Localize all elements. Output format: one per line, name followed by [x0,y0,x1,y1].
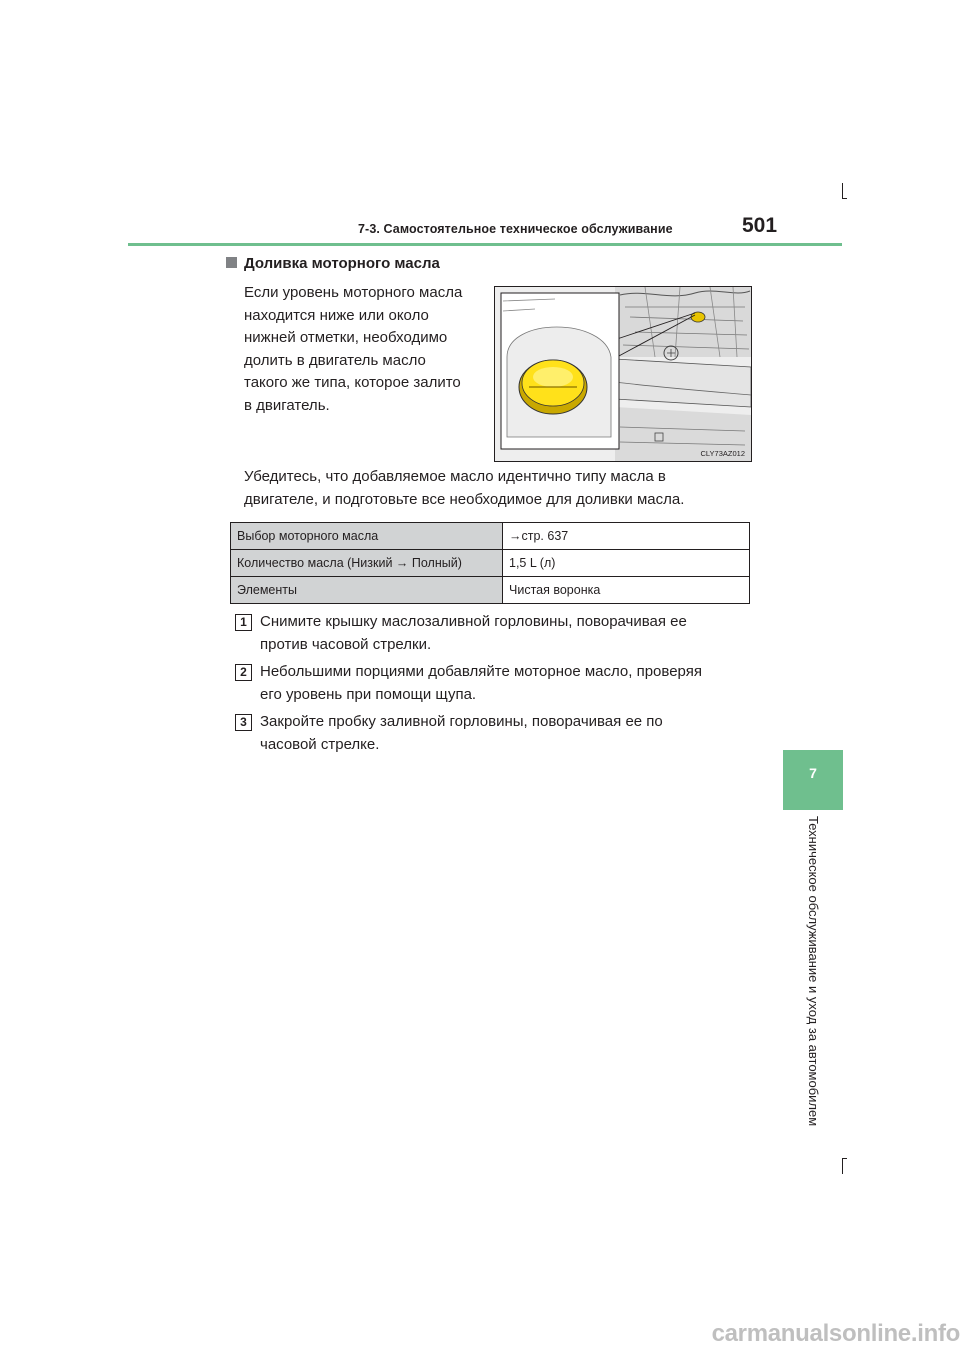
table-cell-key: Количество масла (Низкий → Полный) [231,550,503,577]
intro-line: нижней отметки, необходимо [244,329,448,347]
step-number-badge: 3 [235,714,252,731]
table-cell-key: Элементы [231,577,503,604]
table-cell-value: Чистая воронка [503,577,750,604]
crop-mark-bottom [842,1158,843,1174]
engine-illustration [495,287,751,461]
step-text [260,661,746,706]
step-line: против часовой стрелки. [260,635,432,653]
step-line: его уровень при помощи щупа. [260,685,477,703]
crop-mark-top [842,183,843,199]
figure-code: CLY73AZ012 [700,449,745,458]
intro-line: находится ниже или около [244,306,429,324]
header-divider [128,243,842,246]
chapter-title: Техническое обслуживание и уход за автомобилем [806,816,821,1127]
table-cell-key: Выбор моторного масла [231,523,503,550]
step-line: Небольшими порциями добавляйте моторное масло, проверяя [260,663,702,680]
intro-line: Если уровень моторного масла [244,284,463,301]
note-paragraph [244,466,746,511]
table-row [231,577,750,604]
intro-line: такого же типа, которое залито [244,374,461,392]
step-line: Снимите крышку маслозаливной горловины, поворачивая ее [260,613,687,630]
table-cell-value: 1,5 L (л) [503,550,750,577]
step-line: часовой стрелке. [260,735,380,753]
engine-oil-cap-figure [494,286,752,462]
crop-mark-top-foot [842,198,847,199]
square-bullet-icon [226,257,237,268]
section-heading [226,255,440,272]
step-line: Закройте пробку заливной горловины, поворачивая ее по [260,713,663,730]
watermark: carmanualsonline.info [711,1320,960,1347]
table-cell-value: →стр. 637 [503,523,750,550]
step-text [260,611,746,656]
step-text [260,711,746,756]
intro-line: в двигатель. [244,396,330,414]
oil-spec-table [230,522,750,604]
crop-mark-bottom-foot [842,1158,847,1159]
step-number-badge: 2 [235,664,252,681]
step-number-badge: 1 [235,614,252,631]
section-heading-text: Доливка моторного масла [244,255,440,272]
chapter-number: 7 [809,765,817,781]
page-number: 501 [742,214,778,237]
intro-paragraph [244,282,480,418]
table-row [231,550,750,577]
table-row [231,523,750,550]
note-line: Убедитесь, что добавляемое масло идентично типу масла в [244,468,666,485]
intro-line: долить в двигатель масло [244,351,426,369]
header-section-title: 7-3. Самостоятельное техническое обслуживание [358,222,673,236]
note-line: двигателе, и подготовьте все необходимое для доливки масла. [244,490,685,508]
